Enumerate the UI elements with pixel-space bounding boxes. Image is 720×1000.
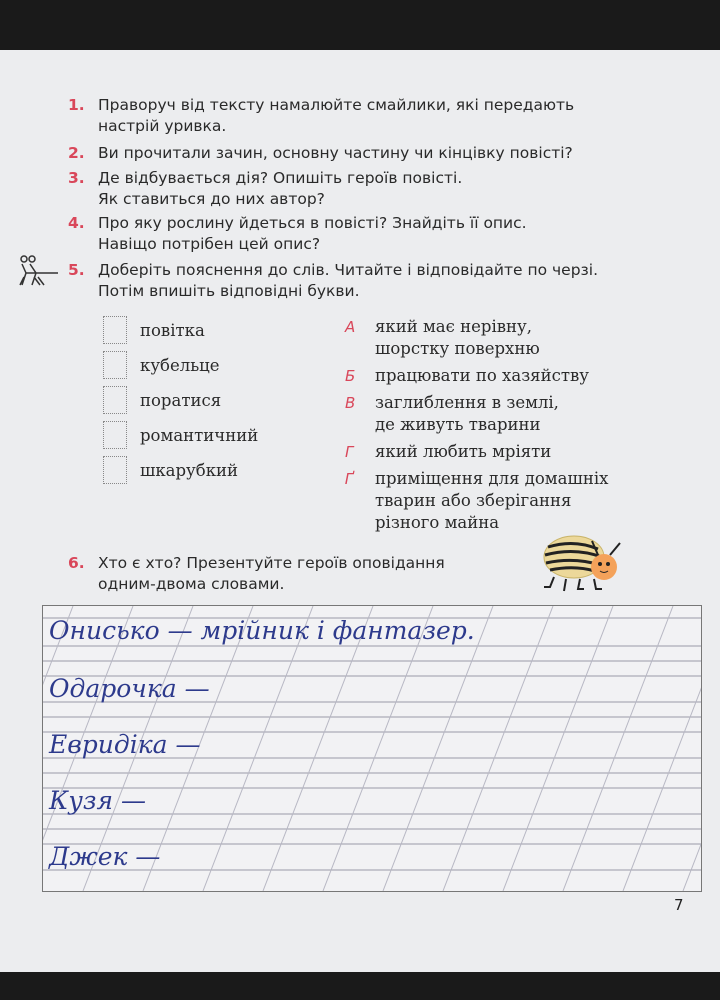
definition-item: Ґ приміщення для домашніх тварин або зберігання різного майна bbox=[345, 469, 609, 532]
handwriting-area bbox=[42, 605, 702, 892]
answer-box[interactable] bbox=[103, 386, 127, 414]
question-6: 6. Хто є хто? Презентуйте героїв оповідання одним-двома словами. bbox=[68, 554, 445, 593]
definition-item: Г який любить мріяти bbox=[345, 442, 552, 461]
answer-box[interactable] bbox=[103, 351, 127, 379]
handwritten-line: Кузя — bbox=[49, 786, 146, 815]
question-5: 5. Доберіть пояснення до слів. Читайте і відповідайте по черзі. Потім впишіть відповідні букви. bbox=[68, 261, 599, 300]
question-3: 3. Де відбувається дія? Опишіть героїв повісті. Як ставиться до них автор? bbox=[68, 169, 463, 208]
answer-box[interactable] bbox=[103, 316, 127, 344]
answer-box[interactable] bbox=[103, 421, 127, 449]
question-4: 4. Про яку рослину йдеться в повісті? Знайдіть її опис. Навіщо потрібен цей опис? bbox=[68, 214, 527, 253]
definition-item: В заглиблення в землі, де живуть тварини bbox=[345, 393, 559, 434]
definition-item: А який має нерівну, шорстку поверхню bbox=[345, 317, 540, 358]
handwritten-line: Евридіка — bbox=[49, 730, 201, 759]
definition-item: Б працювати по хазяйству bbox=[345, 366, 589, 385]
handwritten-line: Онисько — мрійник і фантазер. bbox=[49, 616, 475, 645]
definition-list bbox=[345, 316, 608, 539]
question-1: 1. Праворуч від тексту намалюйте смайлики, які передають настрій уривка. bbox=[68, 96, 575, 135]
answer-box[interactable] bbox=[103, 456, 127, 484]
handwritten-line: Джек — bbox=[49, 842, 161, 871]
handwritten-line: Одарочка — bbox=[49, 674, 210, 703]
question-2: 2. Ви прочитали зачин, основну частину чи кінцівку повісті? bbox=[68, 144, 573, 162]
beetle-illustration bbox=[540, 533, 625, 593]
page-number: 7 bbox=[674, 896, 684, 914]
pair-work-icon bbox=[18, 255, 60, 291]
